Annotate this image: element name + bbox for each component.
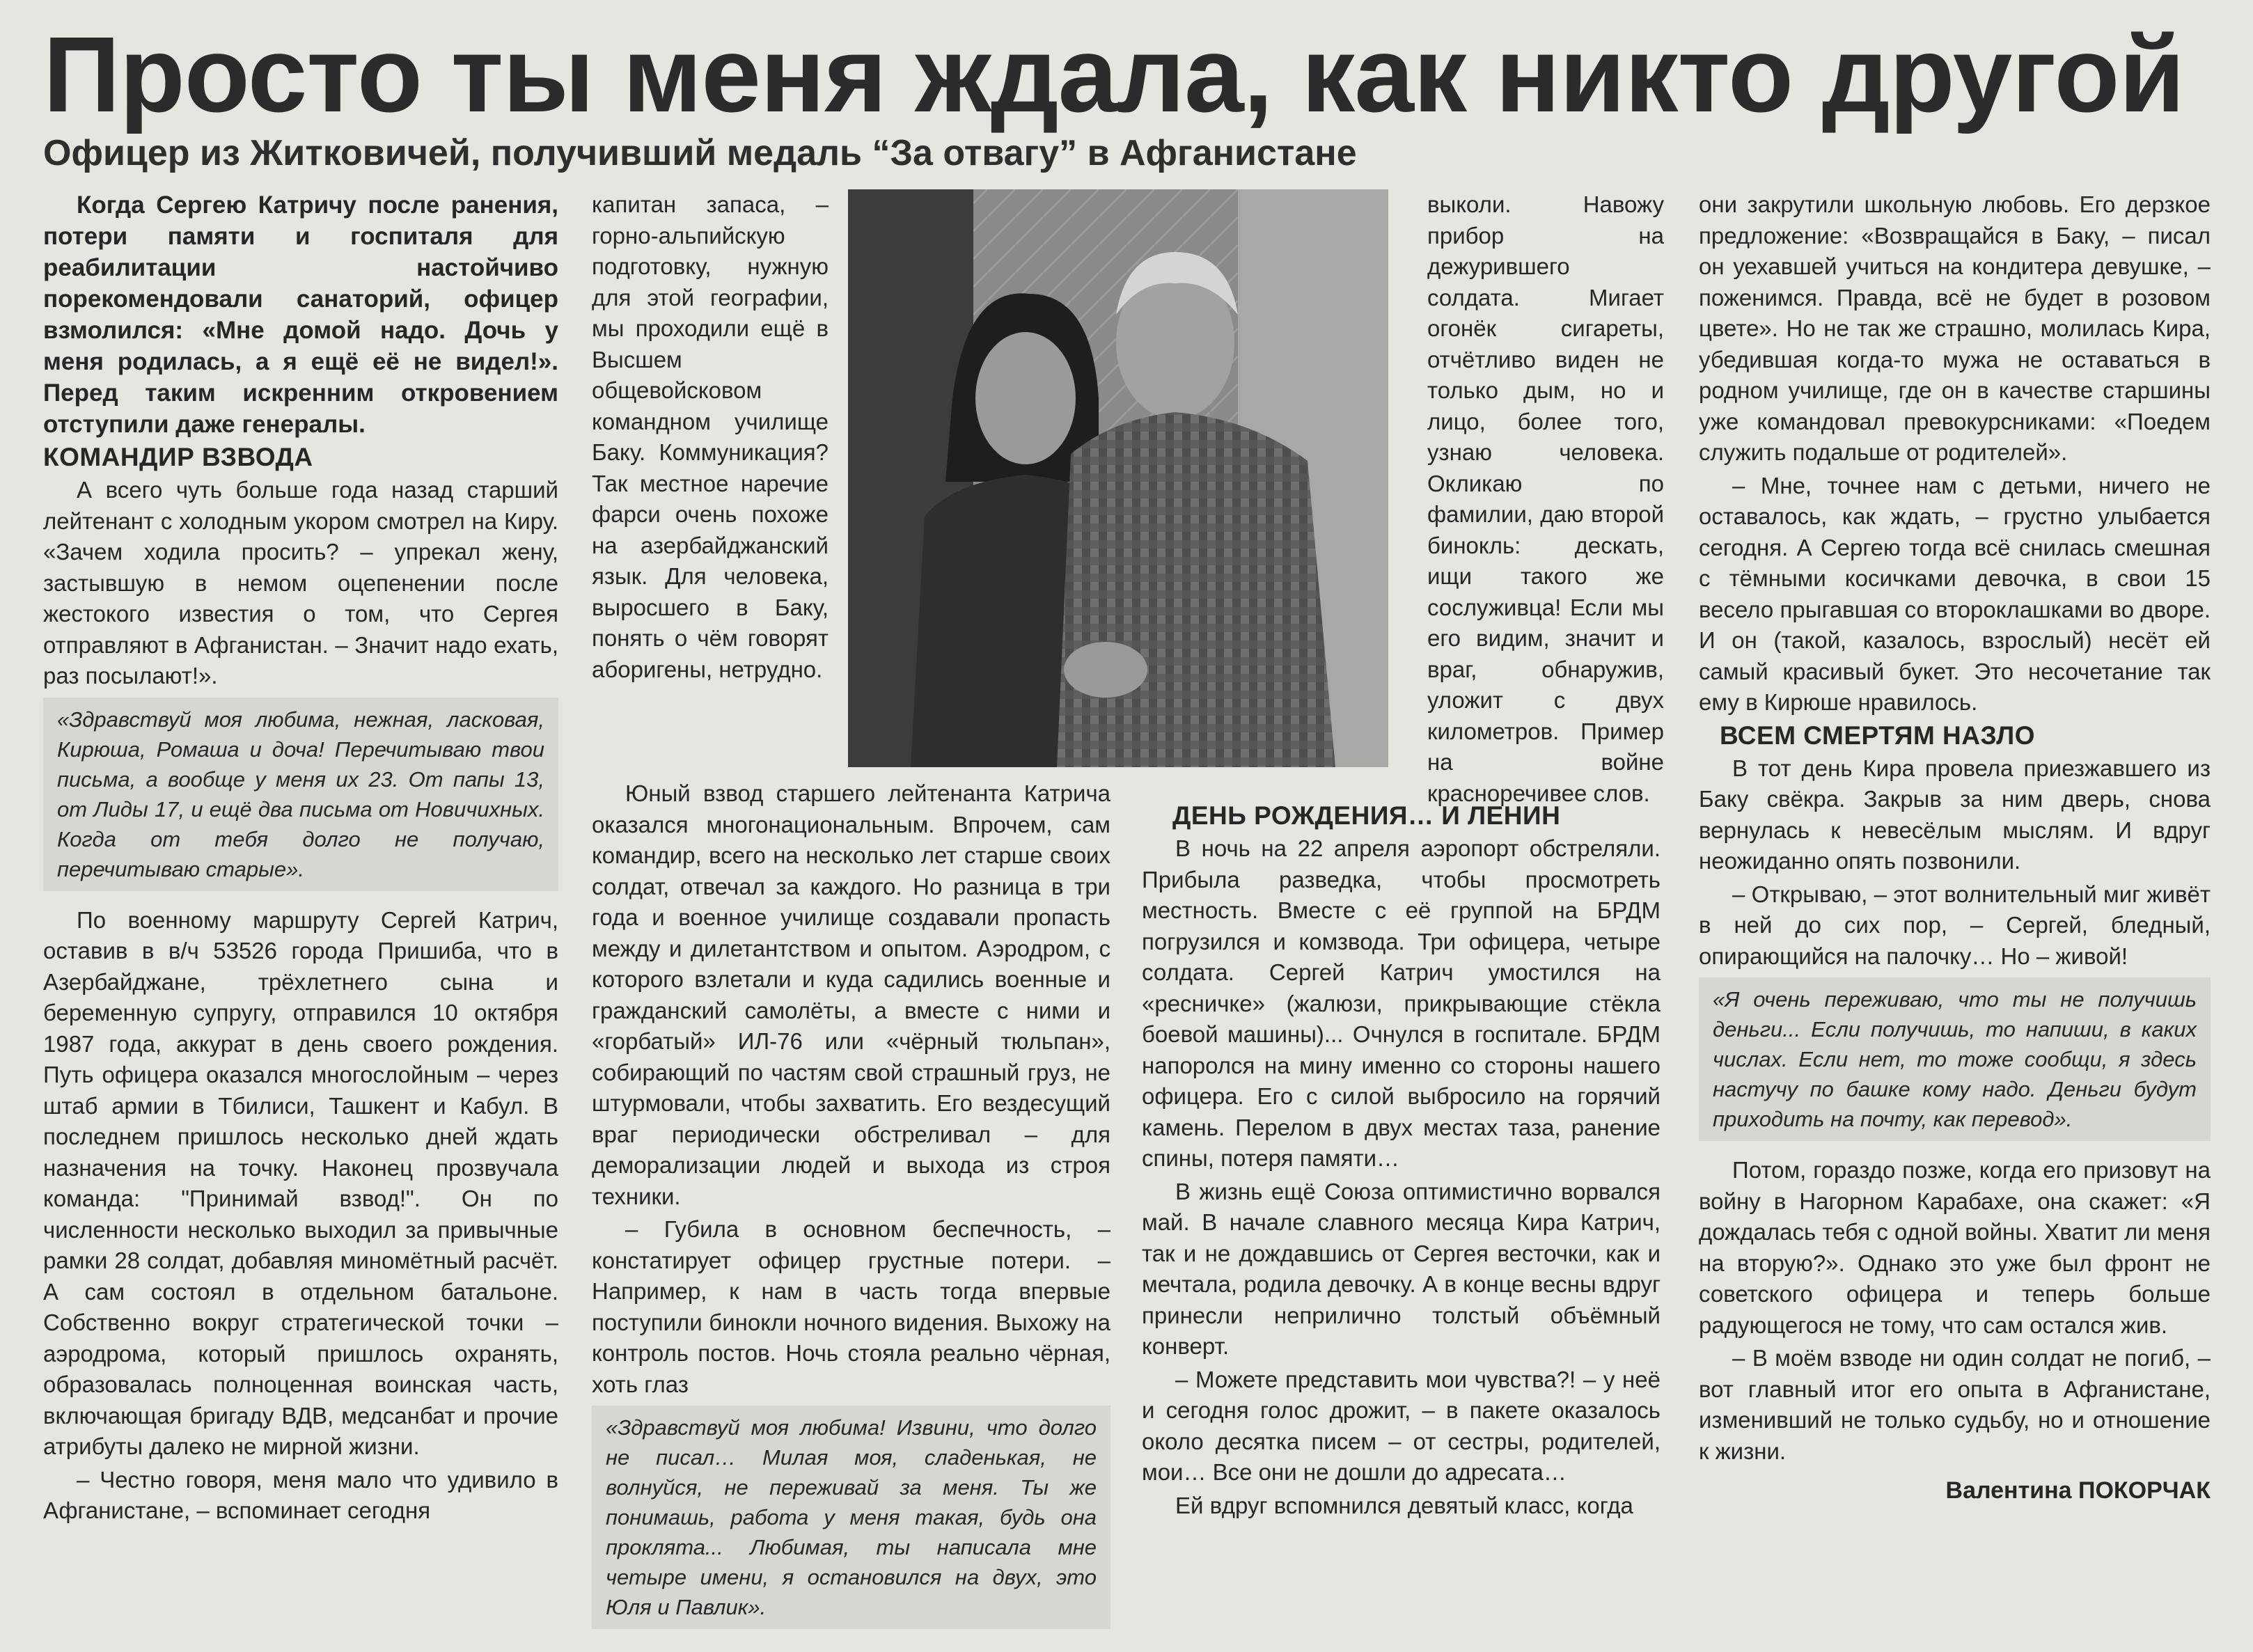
paragraph: они закрутили школьную любовь. Его дерзкое предложение: «Возвращайся в Баку, – писал он уехавшей учиться на кондитера девушке, – поженимся. Правда, всё не будет в розовом цвете». Но не так же страшно, молилась Кира, убедившая когда-то мужа не оставаться в родном училище, где он в качестве старшины уже командовал превокурсниками: «Поедем служить подальше от родителей». xyxy=(1699,191,2211,465)
section-heading-birthday: ДЕНЬ РОЖДЕНИЯ… И ЛЕНИН xyxy=(1172,801,1561,830)
paragraph: А всего чуть больше года назад старший лейтенант с холодным укором смотрел на Киру. «Зачем ходила просить? – упрекал жену, застывшую в немом оцепенении после жестокого известия о том, что Сергея отправляют в Афганистан. – Значит надо ехать, раз посылают!». xyxy=(43,477,558,689)
couple-photo-image xyxy=(848,189,1388,767)
author-signature: Валентина ПОКОРЧАК xyxy=(1945,1477,2211,1504)
letter-quote-2: «Здравствуй моя любима! Извини, что долго не писал… Милая моя, сладенькая, не волнуйся, не переживай за меня. Ты же понимашь, работа у меня такая, будь она проклята... Любимая, ты написала мне четыре имени, я остановился на двух, это Юля и Павлик». xyxy=(592,1406,1110,1629)
column-2-narrow xyxy=(592,189,829,687)
paragraph: – Честно говоря, меня мало что удивило в Афганистане, – вспоминает сегодня xyxy=(43,1466,558,1523)
letter-quote-3: «Я очень переживаю, что ты не получишь деньги... Если получишь, то напиши, в каких числах. Если нет, то тоже сообщи, я здесь настучу по башке кому надо. Деньги будут приходить на почту, как перевод». xyxy=(1699,977,2211,1141)
subheadline: Офицер из Житковичей, получивший медаль “За отвагу” в Афганистане xyxy=(43,133,1357,173)
paragraph: В тот день Кира провела приезжавшего из Баку свёкра. Закрыв за ним дверь, снова вернулась к невесёлым мыслям. И вдруг неожиданно опять позвонили. xyxy=(1699,755,2211,874)
paragraph: В ночь на 22 апреля аэропорт обстреляли. Прибыла разведка, чтобы просмотреть местность. Вместе с её группой на БРДМ погрузился и комзвода. Три офицера, четыре солдата. Сергей Катрич умостился на «ресничке» (жалюзи, прикрывающие стёкла боевой машины)... Очнулся в госпитале. БРДМ напоролся на мину именно со стороны нашего офицера. Его с силой выбросило на горячий камень. Перелом в двух местах таза, ранение спины, потеря памяти… xyxy=(1142,835,1661,1171)
column-3 xyxy=(1142,801,1661,1523)
column-2 xyxy=(592,778,1110,1643)
paragraph: Ей вдруг вспомнился девятый класс, когда xyxy=(1175,1492,1633,1518)
column-3-narrow xyxy=(1427,189,1664,811)
paragraph: Потом, гораздо позже, когда его призовут на войну в Нагорном Карабахе, она скажет: «Я дождалась тебя с одной войны. Хватит ли меня на вторую?». Однако это уже был фронт не советского офицера и теперь больше радующегося не тому, что сам остался жив. xyxy=(1699,1157,2211,1338)
paragraph: В жизнь ещё Союза оптимистично ворвался май. В начале славного месяца Кира Катрич, так и не дождавшись от Сергея весточки, как и мечтала, родила девочку. А в конце весны вдруг принесли неприлично толстый объёмный конверт. xyxy=(1142,1178,1661,1359)
column-4 xyxy=(1699,189,2211,1507)
letter-quote-1: «Здравствуй моя любима, нежная, ласковая, Кирюша, Ромаша и доча! Перечитываю твои письма, а вообще у меня их 23. От папы 13, от Лиды 17, и ещё два письма от Новичихных. Когда от тебя долго не получаю, перечитываю старые». xyxy=(43,698,558,891)
paragraph: – Можете представить мои чувства?! – у неё и сегодня голос дрожит, – в пакете оказалось около десятка писем – от сестры, родителей, мои… Все они не дошли до адресата… xyxy=(1142,1366,1661,1485)
paragraph: капитан запаса, – горно-альпийскую подготовку, нужную для этой географии, мы проходили ещё в Высшем общевойсковом командном училище Баку. Коммуникация? Так местное наречие фарси очень похоже на азербайджанский язык. Для человека, выросшего в Баку, понять о чём говорят аборигены, нетрудно. xyxy=(592,191,829,682)
paragraph: По военному маршруту Сергей Катрич, оставив в в/ч 53526 города Пришиба, что в Азербайджане, трёхлетнего сына и беременную супругу, отправился 10 октября 1987 года, аккурат в день своего рождения. Путь офицера оказался многослойным – через штаб армии в Тбилиси, Ташкент и Кабул. В последнем пришлось несколько дней ждать назначения на точку. Наконец прозвучала команда: "Принимай взвод!". Он по численности несколько выходил за привычные рамки 28 солдат, добавляя миномётный расчёт. А сам состоял в отдельном батальоне. Собственно вокруг стратегической точки – аэродрома, который пришлось охранять, образовалась полноценная воинская часть, включающая бригаду ВДВ, медсанбат и прочие атрибуты далеко не мирной жизни. xyxy=(43,906,558,1459)
section-heading-despite-deaths: ВСЕМ СМЕРТЯМ НАЗЛО xyxy=(1720,721,2035,750)
couple-photo xyxy=(848,189,1388,767)
lead-paragraph: Когда Сергею Катричу после ранения, потери памяти и госпиталя для реабилитации настойчиво порекомендовали санаторий, офицер взмолился: «Мне домой надо. Дочь у меня родилась, а я ещё её не видел!». Перед таким искренним откровением отступили даже генералы. xyxy=(43,191,558,438)
paragraph: – В моём взводе ни один солдат не погиб, – вот главный итог его опыта в Афганистане, изменивший не только судьбу, но и отношение к жизни. xyxy=(1699,1345,2211,1464)
section-heading-commander: КОМАНДИР ВЗВОДА xyxy=(43,443,313,471)
headline: Просто ты меня ждала, как никто другой xyxy=(43,15,2185,134)
paragraph: – Открываю, – этот волнительный миг живёт в ней до сих пор, – Сергей, бледный, опирающийся на палочку… Но – живой! xyxy=(1699,881,2211,969)
column-1 xyxy=(43,189,558,1529)
paragraph: выколи. Навожу прибор на дежурившего солдата. Мигает огонёк сигареты, отчётливо виден не только дым, но и лицо, более того, узнаю человека. Окликаю по фамилии, даю второй бинокль: дескать, ищи такого же сослуживца! Если мы его видим, значит и враг, обнаружив, уложит с двух километров. Пример на войне красноречивее слов. xyxy=(1427,191,1664,806)
paragraph: Юный взвод старшего лейтенанта Катрича оказался многонациональным. Впрочем, сам командир, всего на несколько лет старше своих солдат, отвечал за каждого. Но разница в три года и военное училище создавали пропасть между и дилетантством и опытом. Аэродром, с которого взлетали и куда садились военные и гражданский самолёты, а вместе с ними и «горбатый» ИЛ-76 или «чёрный тюльпан», собирающий по частям свой страшный груз, не штурмовали, чтобы захватить. Его вездесущий враг периодически обстреливал – для деморализации людей и выхода из строя техники. xyxy=(592,780,1110,1209)
paragraph: – Мне, точнее нам с детьми, ничего не оставалось, как ждать, – грустно улыбается сегодня. А Сергею тогда всё снилась смешная с тёмными косичками девочка, в свои 15 весело прыгавшая со второклашками во дворе. И он (такой, казалось, взрослый) несёт ей самый красивый букет. Это несочетание так ему в Кирюше нравилось. xyxy=(1699,472,2211,715)
paragraph: – Губила в основном беспечность, – констатирует офицер грустные потери. – Например, к нам в часть тогда впервые поступили бинокли ночного видения. Выхожу на контроль постов. Ночь стояла реально чёрная, хоть глаз xyxy=(592,1216,1110,1397)
